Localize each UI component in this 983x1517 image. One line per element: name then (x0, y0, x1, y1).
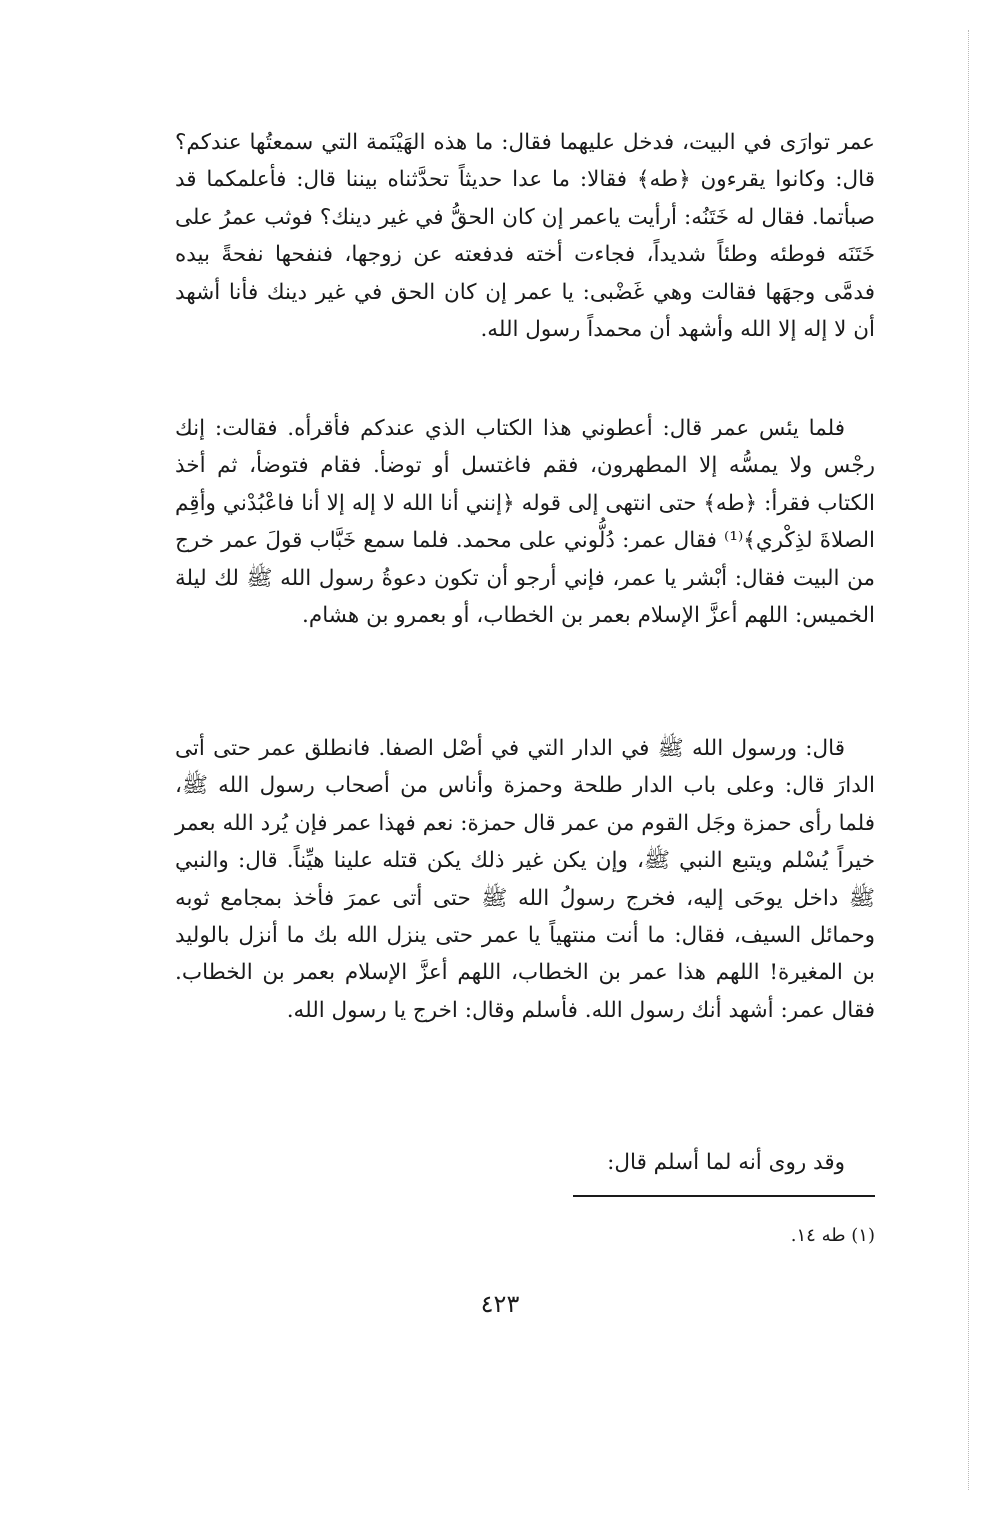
paragraph-text: فلما يئس عمر قال: أعطوني هذا الكتاب الذي عندكم فأقرأه. فقالت: إنك رجْس ولا يمسُّه إلا المطهرون، فقم فاغتسل أو توضأ. فقام فتوضأ، ثم أخذ الكتاب فقرأ: ﴿طه﴾ حتى انتهى إلى قوله ﴿إنني أنا الله لا إله إلا أنا فاعْبُدْني وأقِم الصلاةَ لذِكْري﴾⁽¹⁾ فقال عمر: دُلُّوني على محمد. فلما سمع خَبَّاب قولَ عمر خرج من البيت فقال: أبْشر يا عمر، فإني أرجو أن تكون دعوةُ رسول الله ﷺ لك ليلة الخميس: اللهم أعزَّ الإسلام بعمر بن الخطاب، أو بعمرو بن هشام. (175, 416, 875, 629)
footnote-divider (573, 1195, 875, 1197)
paragraph-text: وقد روى أنه لما أسلم قال: (607, 1150, 845, 1175)
body-paragraph-1 (175, 124, 875, 348)
paragraph-text: عمر توارَى في البيت، فدخل عليهما فقال: ما هذه الهَيْنَمة التي سمعتُها عندكم؟ قال: وكانوا يقرءون ﴿طه﴾ فقالا: ما عدا حديثاً تحدَّثناه بيننا قال: فأعلمكما قد صبأتما. فقال له خَتَنُه: أرأيت ياعمر إن كان الحقُّ في غير دينك؟ فوثب عمرُ على خَتَنَه فوطئه وطئاً شديداً، فجاءت أخته فدفعته عن زوجها، فنفحها نفحةً بيده فدمَّى وجهَها فقالت وهي غَضْبى: يا عمر إن كان الحق في غير دينك فأنا أشهد أن لا إله إلا الله وأشهد أن محمداً رسول الله. (175, 130, 875, 343)
paragraph-text: قال: ورسول الله ﷺ في الدار التي في أصْل الصفا. فانطلق عمر حتى أتى الدارَ قال: وعلى باب الدار طلحة وحمزة وأناس من أصحاب رسول الله ﷺ، فلما رأى حمزة وجَل القوم من عمر قال حمزة: نعم فهذا عمر فإن يُرد الله بعمر خيراً يُسْلم ويتبع النبي ﷺ، وإن يكن غير ذلك يكن قتله علينا هيِّناً. قال: والنبي ﷺ داخل يوحَى إليه، فخرج رسولُ الله ﷺ حتى أتى عمرَ فأخذ بمجامع ثوبه وحمائل السيف، فقال: ما أنت منتهياً يا عمر حتى ينزل الله بك ما أنزل بالوليد بن المغيرة! اللهم هذا عمر بن الخطاب، اللهم أعزَّ الإسلام بعمر بن الخطاب. فقال عمر: أشهد أنك رسول الله. فأسلم وقال: اخرج يا رسول الله. (175, 736, 875, 1023)
body-paragraph-3 (175, 730, 875, 1029)
body-paragraph-2 (175, 410, 875, 634)
scan-edge-line (968, 30, 969, 1490)
footnote: (١) طه ١٤. (790, 1225, 875, 1246)
page-number: ٤٢٣ (480, 1290, 520, 1318)
body-paragraph-4 (175, 1144, 875, 1181)
